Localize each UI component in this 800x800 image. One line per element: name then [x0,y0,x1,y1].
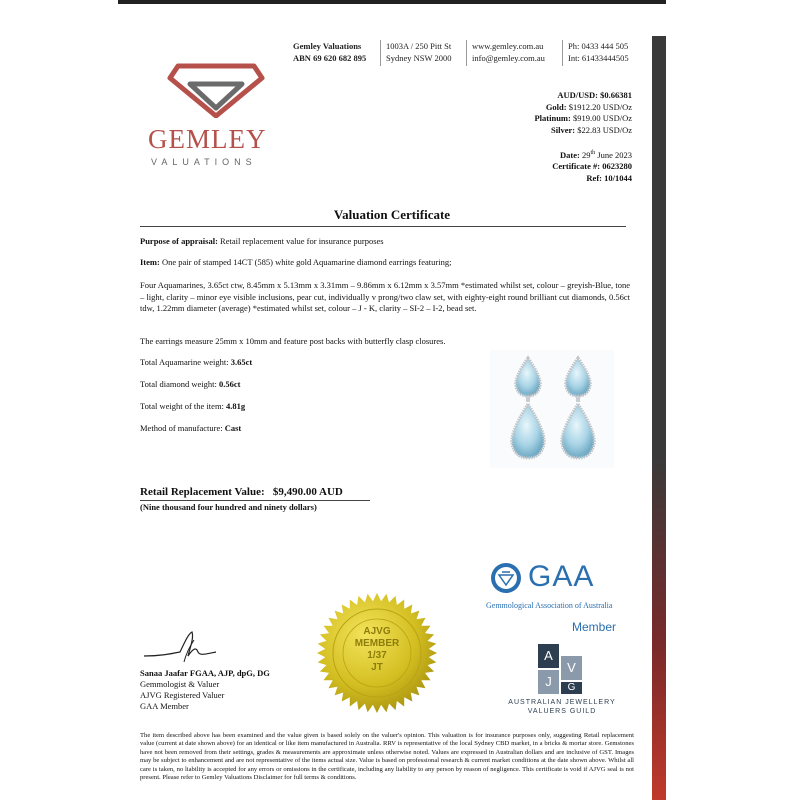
certificate-info: Date: 29th June 2023 Certificate #: 0623280 Ref: 10/1044 [552,149,632,183]
signatory-name: Sanaa Jaafar FGAA, AJP, dpG, DG [140,668,270,678]
gaa-logo-text: GAA [528,560,595,593]
item-line: Item: One pair of stamped 14CT (585) white gold Aquamarine diamond earrings featuring; [140,257,452,267]
logo-subtitle: VALUATIONS [151,157,257,167]
certificate-page [118,0,666,800]
company-name: Gemley Valuations [293,41,362,51]
earrings-photo [490,350,614,468]
certificate-date: 29th June 2023 [581,149,632,160]
spec-row: Total diamond weight: 0.56ct [140,379,241,389]
signatory-block: Sanaa Jaafar FGAA, AJP, dpG, DG Gemmologist & Valuer AJVG Registered Valuer GAA Member [140,668,270,711]
gold-rate: $1912.20 USD/Oz [568,101,632,112]
company-phones [568,40,629,64]
brand-side-bar [652,36,666,800]
company-abn: ABN 69 620 682 895 [293,53,367,63]
ajvg-letter-a: A [538,644,559,668]
ajvg-gold-seal [316,592,438,714]
spec-row: Total Aquamarine weight: 3.65ct [140,357,253,367]
certificate-number: 0623280 [602,161,632,172]
purpose-line: Purpose of appraisal: Retail replacement value for insurance purposes [140,236,384,246]
item-measurements: The earrings measure 25mm x 10mm and feature post backs with butterfly clasp closures. [140,336,446,346]
gemley-diamond-logo-icon [166,62,266,118]
email-link[interactable]: info@gemley.com.au [472,53,545,63]
company-name-block [293,40,366,64]
ajvg-letter-j: J [538,670,559,694]
valuer-signature [140,626,220,670]
retail-value-line: Retail Replacement Value: $9,490.00 AUD [140,486,343,498]
gaa-full-name: Gemmological Association of Australia [486,601,613,610]
platinum-rate: $919.00 USD/Oz [572,113,632,123]
silver-rate: $22.83 USD/Oz [577,124,632,135]
phone-number: Ph: 0433 444 505 [568,41,629,51]
item-description: Four Aquamarines, 3.65ct ctw, 8.45mm x 5.13mm x 3.31mm – 9.86mm x 6.12mm x 3.57mm *estimated whilst set, colour – greyish-Blue, tone – light, clarity – minor eye visible inclusions, pear cut, individually v prong/two claw set, with eighty-eight round brilliant cut diamonds, 0.56ct tdw, 1.22mm diameter (average) *estimated whilst set, colour – J - K, clarity – SI-2 – I-2, bead set. [140,280,630,313]
gaa-emblem-icon [490,562,522,594]
ajvg-logo [538,644,582,694]
company-address: 1003A / 250 Pitt St Sydney NSW 2000 [386,41,452,63]
page-title: Valuation Certificate [333,207,451,222]
title-divider [140,226,626,227]
value-underline [140,500,370,501]
intl-phone-number: Int: 61433444505 [568,53,629,63]
ajvg-name: AUSTRALIAN JEWELLERY VALUERS GUILD [508,699,616,715]
aud-usd-rate: AUD/USD: $0.66381 [557,90,632,100]
spec-row: Total weight of the item: 4.81g [140,401,246,411]
spec-row: Method of manufacture: Cast [140,423,242,433]
reference-number: 10/1044 [604,172,632,183]
seal-text: AJVG MEMBER 1/37 JT [354,626,400,673]
website-link[interactable]: www.gemley.com.au [472,41,544,51]
ajvg-letter-v: V [561,656,582,680]
disclaimer-text: The item described above has been examined and the value given is based solely on the valuer's opinion. This valuation is for insurance purposes only, suggesting Retail replacement value (current at date shown above) for an identical or like item manufactured in Australia. RRV is representative of the local Sydney CBD market, in a bricks & mortar store. Gemstones have not been removed from their settings, grades & measurements are approximate unless otherwise noted. Values are expressed in Australian dollars and are inclusive of GST. Images may be subject to enhancement and are not representative of the items actual size. Value is based on professional research & current market conditions at the date shown above. Whilst all care is taken, no liability is accepted for any errors or omissions in the certificate, including any liability to any person by reason of negligence. This certificate is void if AJVG seal is not present. Please refer to Gemley Valuations Disclaimer for full terms & conditions. [140,732,634,782]
gaa-member-label: Member [572,620,617,634]
retail-value-amount: $9,490.00 AUD [272,486,343,498]
logo-wordmark: GEMLEY [148,124,267,154]
value-in-words: (Nine thousand four hundred and ninety dollars) [140,502,317,512]
ajvg-letter-g: G [561,682,582,694]
metal-rates: AUD/USD: $0.66381 Gold: $1912.20 USD/Oz Platinum: $919.00 USD/Oz Silver: $22.83 USD/Oz [534,90,632,135]
company-web-email [472,40,545,64]
